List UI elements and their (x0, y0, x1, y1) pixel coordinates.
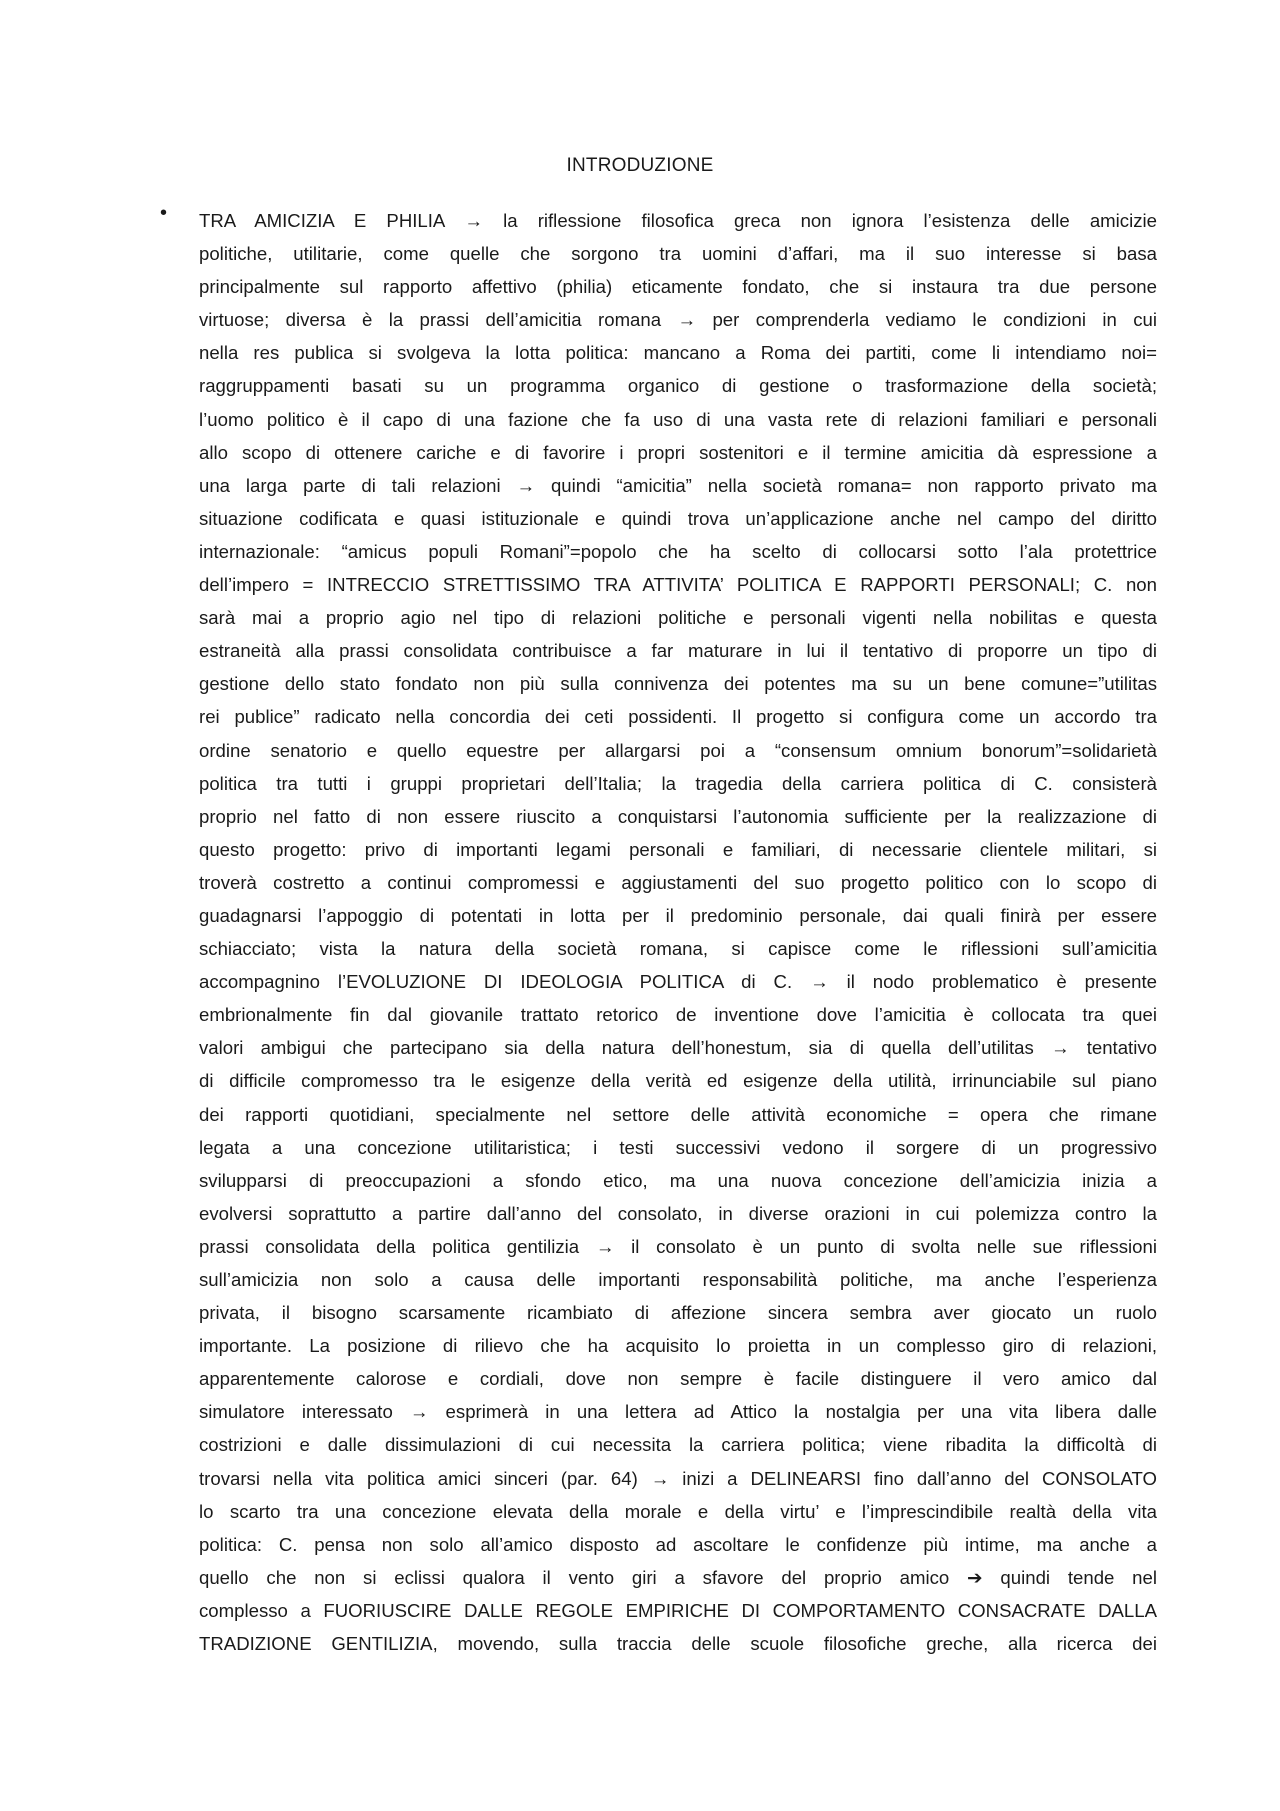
text-line: troverà costretto a continui compromessi e aggiustamenti del suo progetto politico con lo scopo di (199, 871, 1157, 893)
text-line: proprio nel fatto di non essere riuscito a conquistarsi l’autonomia sufficiente per la realizzazione di (199, 805, 1157, 827)
text-line: guadagnarsi l’appoggio di potentati in lotta per il predominio personale, dai quali finirà per essere (199, 904, 1157, 926)
text-line: estraneità alla prassi consolidata contribuisce a far maturare in lui il tentativo di proporre un tipo di (199, 640, 1157, 662)
text-line: complesso a FUORIUSCIRE DALLE REGOLE EMPIRICHE DI COMPORTAMENTO CONSACRATE DALLA (199, 1599, 1157, 1621)
text-line: TRA AMICIZIA E PHILIA → la riflessione filosofica greca non ignora l’esistenza delle amicizie (199, 210, 1157, 231)
text-line: accompagnino l’EVOLUZIONE DI IDEOLOGIA POLITICA di C. → il nodo problematico è presente (199, 971, 1157, 993)
text-line: virtuose; diversa è la prassi dell’amicitia romana → per comprenderla vediamo le condizioni in cui (199, 309, 1157, 331)
text-line: l’uomo politico è il capo di una fazione che fa uso di una vasta rete di relazioni familiari e personali (199, 408, 1157, 430)
text-line: ordine senatorio e quello equestre per allargarsi poi a “consensum omnium bonorum”=solidarietà (199, 739, 1157, 761)
text-line: TRADIZIONE GENTILIZIA, movendo, sulla traccia delle scuole filosofiche greche, alla ricerca dei (199, 1633, 1157, 1655)
text-line: rei publice” radicato nella concordia dei ceti possidenti. Il progetto si configura come un accordo tra (199, 706, 1157, 728)
page-title: INTRODUZIONE (566, 155, 714, 176)
text-line: questo progetto: privo di importanti legami personali e familiari, di necessarie clientele militari, si (199, 838, 1157, 860)
text-line: prassi consolidata della politica gentilizia → il consolato è un punto di svolta nelle sue riflessioni (199, 1235, 1157, 1257)
text-line: sull’amicizia non solo a causa delle importanti responsabilità politiche, ma anche l’esperienza (199, 1269, 1157, 1290)
text-line: internazionale: “amicus populi Romani”=popolo che ha scelto di collocarsi sotto l’ala protettrice (199, 540, 1157, 562)
text-line: schiacciato; vista la natura della società romana, si capisce come le riflessioni sull’amicitia (199, 938, 1157, 960)
text-line: gestione dello stato fondato non più sulla connivenza dei potentes ma su un bene comune=”utilitas (199, 673, 1157, 695)
text-line: apparentemente calorose e cordiali, dove non sempre è facile distinguere il vero amico dal (199, 1368, 1157, 1390)
text-line: svilupparsi di preoccupazioni a sfondo etico, ma una nuova concezione dell’amicizia inizia a (199, 1169, 1157, 1191)
text-line: allo scopo di ottenere cariche e di favorire i propri sostenitori e il termine amicitia dà espressione a (199, 441, 1157, 463)
text-line: politiche, utilitarie, come quelle che sorgono tra uomini d’affari, ma il suo interesse si basa (199, 243, 1157, 265)
text-line: legata a una concezione utilitaristica; i testi successivi vedono il sorgere di un progressivo (199, 1136, 1157, 1158)
text-line: una larga parte di tali relazioni → quindi “amicitia” nella società romana= non rapporto privato ma (199, 474, 1157, 496)
text-line: simulatore interessato → esprimerà in una lettera ad Attico la nostalgia per una vita libera dalle (199, 1401, 1157, 1423)
text-line: importante. La posizione di rilievo che ha acquisito lo proietta in un complesso giro di relazioni, (199, 1335, 1157, 1357)
text-line: quello che non si eclissi qualora il vento giri a sfavore del proprio amico ➔ quindi tende nel (199, 1566, 1157, 1588)
text-line: politica: C. pensa non solo all’amico disposto ad ascoltare le confidenze più intime, ma anche a (199, 1533, 1157, 1555)
text-line: trovarsi nella vita politica amici sinceri (par. 64) → inizi a DELINEARSI fino dall’anno del CONSOLATO (199, 1467, 1157, 1489)
text-line: principalmente sul rapporto affettivo (philia) eticamente fondato, che si instaura tra due persone (199, 276, 1157, 298)
text-line: situazione codificata e quasi istituzionale e quindi trova un’applicazione anche nel campo del diritto (199, 507, 1157, 529)
text-line: raggruppamenti basati su un programma organico di gestione o trasformazione della società; (199, 375, 1157, 397)
text-line: embrionalmente fin dal giovanile trattato retorico de inventione dove l’amicitia è collocata tra quei (199, 1004, 1157, 1026)
text-line: costrizioni e dalle dissimulazioni di cui necessita la carriera politica; viene ribadita la difficoltà di (199, 1434, 1157, 1456)
text-line: di difficile compromesso tra le esigenze della verità ed esigenze della utilità, irrinunciabile sul piano (199, 1070, 1157, 1092)
text-line: evolversi soprattutto a partire dall’anno del consolato, in diverse orazioni in cui polemizza contro la (199, 1202, 1157, 1224)
text-line: privata, il bisogno scarsamente ricambiato di affezione sincera sembra aver giocato un ruolo (199, 1302, 1157, 1324)
text-line: lo scarto tra una concezione elevata della morale e della virtu’ e l’imprescindibile realtà della vita (199, 1500, 1157, 1522)
text-line: dell’impero = INTRECCIO STRETTISSIMO TRA ATTIVITA’ POLITICA E RAPPORTI PERSONALI; C. non (199, 574, 1157, 596)
text-line: sarà mai a proprio agio nel tipo di relazioni politiche e personali vigenti nella nobilitas e questa (199, 607, 1157, 629)
text-line: politica tra tutti i gruppi proprietari dell’Italia; la tragedia della carriera politica di C. consisterà (199, 772, 1157, 794)
text-line: dei rapporti quotidiani, specialmente nel settore delle attività economiche = opera che rimane (199, 1103, 1157, 1125)
body-paragraph (199, 204, 1157, 1660)
text-line: nella res publica si svolgeva la lotta politica: mancano a Roma dei partiti, come li intendiamo noi= (199, 342, 1157, 364)
bullet-marker: • (160, 202, 168, 224)
text-line: valori ambigui che partecipano sia della natura dell’honestum, sia di quella dell’utilitas → tentativo (199, 1037, 1157, 1059)
